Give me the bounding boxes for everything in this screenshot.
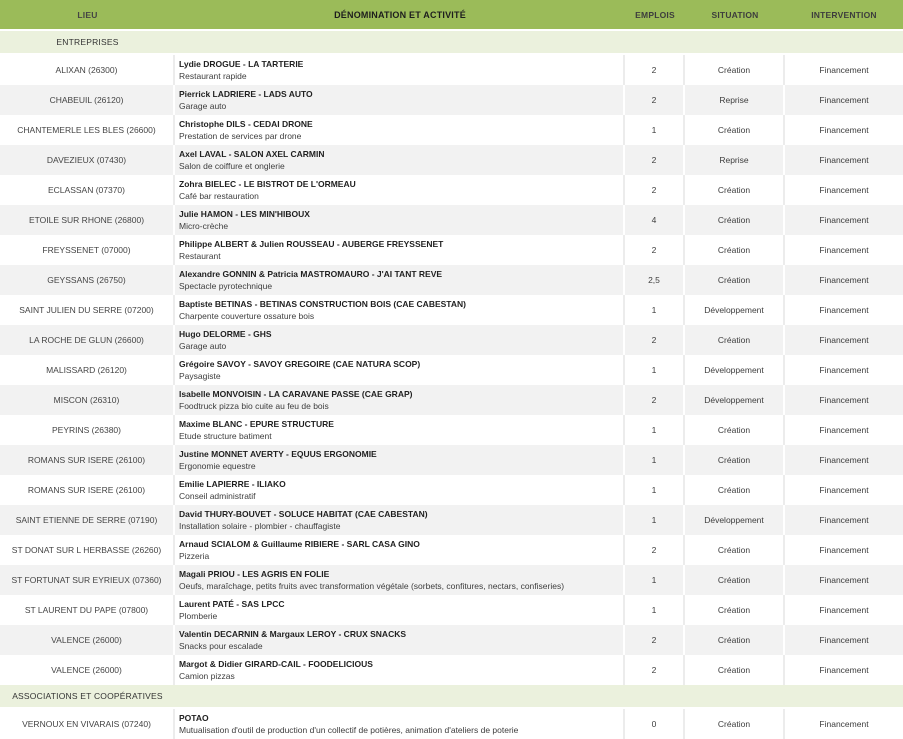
company-name: POTAO xyxy=(179,713,209,723)
table-row xyxy=(0,415,903,445)
cell-denomination xyxy=(175,175,625,205)
company-activity: Micro-crèche xyxy=(179,221,229,231)
company-name: Christophe DILS - CEDAI DRONE xyxy=(179,119,313,129)
cell-emplois: 1 xyxy=(625,355,685,385)
table-row xyxy=(0,355,903,385)
column-header-lieu: LIEU xyxy=(77,9,98,20)
company-activity: Garage auto xyxy=(179,101,227,111)
table-body xyxy=(0,31,903,739)
table-row xyxy=(0,505,903,535)
cell-lieu: MISCON (26310) xyxy=(0,385,175,415)
company-name: Justine MONNET AVERTY - EQUUS ERGONOMIE xyxy=(179,449,377,459)
cell-emplois: 2,5 xyxy=(625,265,685,295)
cell-emplois: 4 xyxy=(625,205,685,235)
cell-emplois: 2 xyxy=(625,385,685,415)
section-title: ENTREPRISES xyxy=(56,37,119,47)
cell-lieu: FREYSSENET (07000) xyxy=(0,235,175,265)
company-name: Philippe ALBERT & Julien ROUSSEAU - AUBERGE FREYSSENET xyxy=(179,239,444,249)
cell-emplois: 1 xyxy=(625,595,685,625)
cell-denomination xyxy=(175,625,625,655)
cell-intervention: Financement xyxy=(819,575,869,585)
cell-intervention: Financement xyxy=(819,455,869,465)
company-name: Baptiste BETINAS - BETINAS CONSTRUCTION BOIS (CAE CABESTAN) xyxy=(179,299,466,309)
cell-lieu: ST FORTUNAT SUR EYRIEUX (07360) xyxy=(0,565,175,595)
cell-intervention: Financement xyxy=(819,605,869,615)
cell-situation: Création xyxy=(685,625,785,655)
company-name: Zohra BIELEC - LE BISTROT DE L'ORMEAU xyxy=(179,179,356,189)
cell-emplois: 1 xyxy=(625,475,685,505)
cell-situation: Création xyxy=(685,595,785,625)
table-row xyxy=(0,595,903,625)
cell-intervention: Financement xyxy=(819,425,869,435)
company-activity: Garage auto xyxy=(179,341,227,351)
company-name: Arnaud SCIALOM & Guillaume RIBIERE - SARL CASA GINO xyxy=(179,539,420,549)
company-activity: Charpente couverture ossature bois xyxy=(179,311,315,321)
cell-intervention: Financement xyxy=(819,485,869,495)
column-header-emplois: EMPLOIS xyxy=(635,9,675,20)
cell-intervention: Financement xyxy=(819,635,869,645)
cell-intervention: Financement xyxy=(819,65,869,75)
section-title: ASSOCIATIONS ET COOPÉRATIVES xyxy=(12,691,163,701)
table-row xyxy=(0,145,903,175)
company-name: Julie HAMON - LES MIN'HIBOUX xyxy=(179,209,310,219)
cell-intervention: Financement xyxy=(819,515,869,525)
cell-lieu: ROMANS SUR ISERE (26100) xyxy=(0,445,175,475)
company-activity: Oeufs, maraîchage, petits fruits avec transformation végétale (sorbets, confitures, nectars, confiseries) xyxy=(179,581,565,591)
cell-denomination xyxy=(175,115,625,145)
company-activity: Snacks pour escalade xyxy=(179,641,263,651)
cell-intervention: Financement xyxy=(819,155,869,165)
company-name: Lydie DROGUE - LA TARTERIE xyxy=(179,59,304,69)
company-name: Valentin DECARNIN & Margaux LEROY - CRUX SNACKS xyxy=(179,629,407,639)
cell-denomination xyxy=(175,475,625,505)
cell-emplois: 2 xyxy=(625,235,685,265)
cell-intervention: Financement xyxy=(819,275,869,285)
cell-emplois: 2 xyxy=(625,145,685,175)
cell-situation: Création xyxy=(685,175,785,205)
cell-intervention: Financement xyxy=(819,335,869,345)
company-activity: Café bar restauration xyxy=(179,191,259,201)
company-activity: Prestation de services par drone xyxy=(179,131,302,141)
column-header-denomination: DÉNOMINATION ET ACTIVITÉ xyxy=(334,9,466,20)
cell-emplois: 1 xyxy=(625,505,685,535)
cell-emplois: 2 xyxy=(625,175,685,205)
cell-situation: Création xyxy=(685,415,785,445)
cell-emplois: 2 xyxy=(625,655,685,685)
cell-emplois: 1 xyxy=(625,445,685,475)
cell-denomination xyxy=(175,325,625,355)
cell-denomination xyxy=(175,295,625,325)
cell-situation: Création xyxy=(685,475,785,505)
company-activity: Camion pizzas xyxy=(179,671,235,681)
cell-denomination xyxy=(175,709,625,739)
table-row xyxy=(0,655,903,685)
cell-denomination xyxy=(175,385,625,415)
cell-situation: Développement xyxy=(685,295,785,325)
company-activity: Pizzeria xyxy=(179,551,210,561)
company-name: Magali PRIOU - LES AGRIS EN FOLIE xyxy=(179,569,330,579)
cell-situation: Création xyxy=(685,205,785,235)
company-name: Isabelle MONVOISIN - LA CARAVANE PASSE (CAE GRAP) xyxy=(179,389,413,399)
cell-situation: Création xyxy=(685,115,785,145)
cell-lieu: MALISSARD (26120) xyxy=(0,355,175,385)
table-row xyxy=(0,535,903,565)
cell-lieu: LA ROCHE DE GLUN (26600) xyxy=(0,325,175,355)
table-row xyxy=(0,115,903,145)
cell-situation: Développement xyxy=(685,505,785,535)
table-row xyxy=(0,625,903,655)
cell-denomination xyxy=(175,145,625,175)
table-row xyxy=(0,175,903,205)
cell-intervention: Financement xyxy=(819,365,869,375)
cell-lieu: SAINT JULIEN DU SERRE (07200) xyxy=(0,295,175,325)
cell-situation: Création xyxy=(685,655,785,685)
company-name: Grégoire SAVOY - SAVOY GREGOIRE (CAE NATURA SCOP) xyxy=(179,359,421,369)
cell-lieu: SAINT ETIENNE DE SERRE (07190) xyxy=(0,505,175,535)
cell-denomination xyxy=(175,235,625,265)
cell-denomination xyxy=(175,85,625,115)
company-activity: Restaurant rapide xyxy=(179,71,247,81)
company-activity: Plomberie xyxy=(179,611,218,621)
company-name: Maxime BLANC - EPURE STRUCTURE xyxy=(179,419,334,429)
cell-emplois: 1 xyxy=(625,295,685,325)
cell-emplois: 2 xyxy=(625,625,685,655)
cell-emplois: 1 xyxy=(625,115,685,145)
cell-situation: Création xyxy=(685,325,785,355)
company-name: David THURY-BOUVET - SOLUCE HABITAT (CAE CABESTAN) xyxy=(179,509,428,519)
table-row xyxy=(0,85,903,115)
company-activity: Conseil administratif xyxy=(179,491,256,501)
table-row xyxy=(0,565,903,595)
cell-denomination xyxy=(175,355,625,385)
cell-denomination xyxy=(175,415,625,445)
column-header-intervention: INTERVENTION xyxy=(811,9,877,20)
table-row xyxy=(0,445,903,475)
company-activity: Installation solaire - plombier - chauffagiste xyxy=(179,521,341,531)
cell-intervention: Financement xyxy=(819,719,869,729)
cell-emplois: 0 xyxy=(625,709,685,739)
company-name: Emilie LAPIERRE - ILIAKO xyxy=(179,479,286,489)
cell-situation: Développement xyxy=(685,385,785,415)
cell-lieu: ECLASSAN (07370) xyxy=(0,175,175,205)
cell-situation: Création xyxy=(685,565,785,595)
cell-lieu: VALENCE (26000) xyxy=(0,625,175,655)
company-activity: Paysagiste xyxy=(179,371,221,381)
company-activity: Salon de coiffure et onglerie xyxy=(179,161,285,171)
cell-denomination xyxy=(175,445,625,475)
cell-situation: Création xyxy=(685,55,785,85)
table-row xyxy=(0,385,903,415)
cell-lieu: PEYRINS (26380) xyxy=(0,415,175,445)
cell-lieu: ETOILE SUR RHONE (26800) xyxy=(0,205,175,235)
cell-intervention: Financement xyxy=(819,305,869,315)
cell-denomination xyxy=(175,265,625,295)
cell-lieu: CHABEUIL (26120) xyxy=(0,85,175,115)
cell-situation: Reprise xyxy=(685,145,785,175)
cell-lieu: ROMANS SUR ISERE (26100) xyxy=(0,475,175,505)
cell-emplois: 2 xyxy=(625,325,685,355)
company-activity: Mutualisation d'outil de production d'un collectif de potières, animation d'ateliers de poterie xyxy=(179,725,519,735)
cell-situation: Création xyxy=(685,709,785,739)
cell-intervention: Financement xyxy=(819,125,869,135)
company-activity: Etude structure batiment xyxy=(179,431,272,441)
cell-denomination xyxy=(175,655,625,685)
cell-intervention: Financement xyxy=(819,665,869,675)
table-row xyxy=(0,295,903,325)
table-row xyxy=(0,205,903,235)
cell-denomination xyxy=(175,535,625,565)
cell-denomination xyxy=(175,595,625,625)
company-activity: Foodtruck pizza bio cuite au feu de bois xyxy=(179,401,329,411)
cell-denomination xyxy=(175,55,625,85)
cell-situation: Création xyxy=(685,235,785,265)
table-row xyxy=(0,709,903,739)
cell-intervention: Financement xyxy=(819,545,869,555)
section-row xyxy=(0,685,903,709)
section-row xyxy=(0,31,903,55)
cell-lieu: VERNOUX EN VIVARAIS (07240) xyxy=(0,709,175,739)
company-name: Margot & Didier GIRARD-CAIL - FOODELICIOUS xyxy=(179,659,373,669)
cell-intervention: Financement xyxy=(819,245,869,255)
cell-lieu: ST LAURENT DU PAPE (07800) xyxy=(0,595,175,625)
cell-lieu: DAVEZIEUX (07430) xyxy=(0,145,175,175)
table-row xyxy=(0,325,903,355)
company-activity: Ergonomie equestre xyxy=(179,461,256,471)
table-row xyxy=(0,475,903,505)
cell-intervention: Financement xyxy=(819,185,869,195)
company-activity: Spectacle pyrotechnique xyxy=(179,281,273,291)
table-row xyxy=(0,55,903,85)
company-name: Pierrick LADRIERE - LADS AUTO xyxy=(179,89,313,99)
cell-situation: Création xyxy=(685,535,785,565)
cell-denomination xyxy=(175,565,625,595)
company-name: Alexandre GONNIN & Patricia MASTROMAURO - J'AI TANT REVE xyxy=(179,269,443,279)
column-header-situation: SITUATION xyxy=(711,9,759,20)
cell-situation: Création xyxy=(685,265,785,295)
cell-situation: Reprise xyxy=(685,85,785,115)
cell-intervention: Financement xyxy=(819,95,869,105)
company-name: Hugo DELORME - GHS xyxy=(179,329,272,339)
cell-emplois: 2 xyxy=(625,55,685,85)
cell-lieu: VALENCE (26000) xyxy=(0,655,175,685)
cell-lieu: ALIXAN (26300) xyxy=(0,55,175,85)
cell-intervention: Financement xyxy=(819,395,869,405)
cell-emplois: 1 xyxy=(625,565,685,595)
cell-lieu: GEYSSANS (26750) xyxy=(0,265,175,295)
cell-situation: Développement xyxy=(685,355,785,385)
cell-lieu: CHANTEMERLE LES BLES (26600) xyxy=(0,115,175,145)
company-name: Axel LAVAL - SALON AXEL CARMIN xyxy=(179,149,325,159)
cell-denomination xyxy=(175,205,625,235)
table-row xyxy=(0,265,903,295)
table-row xyxy=(0,235,903,265)
company-name: Laurent PATÉ - SAS LPCC xyxy=(179,599,285,609)
cell-intervention: Financement xyxy=(819,215,869,225)
cell-situation: Création xyxy=(685,445,785,475)
cell-lieu: ST DONAT SUR L HERBASSE (26260) xyxy=(0,535,175,565)
cell-emplois: 2 xyxy=(625,535,685,565)
table-header xyxy=(0,0,903,31)
cell-emplois: 2 xyxy=(625,85,685,115)
cell-denomination xyxy=(175,505,625,535)
company-activity: Restaurant xyxy=(179,251,221,261)
cell-emplois: 1 xyxy=(625,415,685,445)
